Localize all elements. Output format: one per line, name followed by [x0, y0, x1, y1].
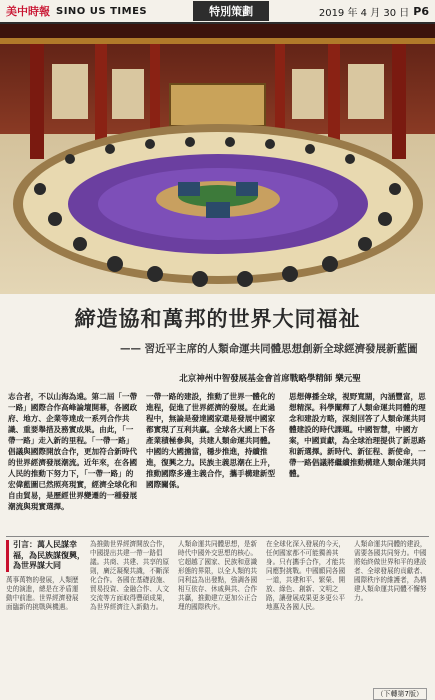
- page-number: P6: [413, 4, 429, 18]
- subheadline: —— 習近平主席的人類命運共同體思想創新全球經濟發展新藍圖: [120, 343, 418, 355]
- section-tag: 特別策劃: [193, 1, 269, 21]
- continued-note: （下轉第7版）: [373, 688, 427, 700]
- body-column-3: 人類命運共同體思想，是新時代中國外交思想的核心。它超越了國家、民族和意識形態的界限，以全人類的共同利益為出發點，強調各國相互依存、休戚與共、合作共贏，推動建立更加公正合理的國際秩序。: [178, 540, 258, 611]
- lead-paragraph-3: 思想傳播全球，視野寬闊，內涵豐富，思想精深。科學闡釋了人類命運共同體的理念和建設方略，深刻回答了人類命運共同體建設的時代課題。中國智慧，中國方案，中國貢獻，為全球治理提供了新思路和新選擇。新時代、新征程、新使命，一帶一路倡議將繼續推動構建人類命運共同體。: [289, 392, 426, 478]
- masthead: [0, 0, 435, 24]
- body-column-5: 人類命運共同體的建設，需要各國共同努力。中國將始終做世界和平的建設者、全球發展的貢獻者、國際秩序的維護者，為構建人類命運共同體不懈努力。: [354, 540, 427, 602]
- headline: 締造協和萬邦的世界大同福祉: [74, 306, 361, 331]
- body-column-4: 在全球化深入發展的今天，任何國家都不可能獨善其身。只有攜手合作，才能共同應對挑戰。中國願同各國一道，共建和平、繁榮、開放、綠色、創新、文明之路，讓發展成果更多更公平地惠及各國人民。: [266, 540, 346, 611]
- logo: 美中時報: [6, 5, 50, 18]
- issue-date: 2019 年 4 月 30 日: [318, 7, 410, 19]
- paper-name: SINO US TIMES: [56, 5, 148, 17]
- body-column-1: 萬事萬物的發展，人類歷史的演進，總是在矛盾運動中前進。世界經濟發展面臨新的挑戰與機遇。: [6, 576, 79, 611]
- lead-paragraph-1: 志合者，不以山海為遠。第二屆「一帶一路」國際合作高峰論壇開幕，各國政府、地方、企業等達成一系列合作共識、重要舉措及務實成果。由此，「一帶一路」走入新的里程。「一帶一路」倡議與國際開放合作，更加符合新時代的世界經濟發展潮流。近年來，在各國人民的推動下努力下，「一帶一路」的宏偉藍圖已然照亮現實，經濟全球化和自由貿易，是歷經世界變遷的一種發展潮流與現實選擇。: [8, 392, 138, 511]
- section-divider: [6, 536, 429, 537]
- summit-photo: [0, 24, 435, 294]
- summit-photo-illustration: [0, 24, 435, 294]
- lead-paragraph-2: 一帶一路的建設，推動了世界一體化的進程，促進了世界經濟的發展。在此過程中，無論是發達國家還是發展中國家都實現了互利共贏。全球各大國上下各產業積極參與，共建人類命運共同體。中國的大國擔當，穩步推進，持續推進，復興之力。民族主義思潮在上升，推動國際多邊主義合作，攜手構建新型國際關係。: [146, 392, 276, 489]
- section-heading-box: 引言：萬人民謀幸福，為民族謀復興，為世界謀大同: [6, 540, 89, 572]
- byline: 北京神州中智發展基金會首席戰略學精師 樂元聖: [179, 374, 361, 384]
- body-column-2: 為推動世界經濟開放合作，中國提出共建一帶一路倡議。共商、共建、共享的原則，廣泛凝聚共識，不斷深化合作。各國在基礎設施、貿易投資、金融合作、人文交流等方面取得豐碩成果，為世界經濟注入新動力。: [90, 540, 170, 611]
